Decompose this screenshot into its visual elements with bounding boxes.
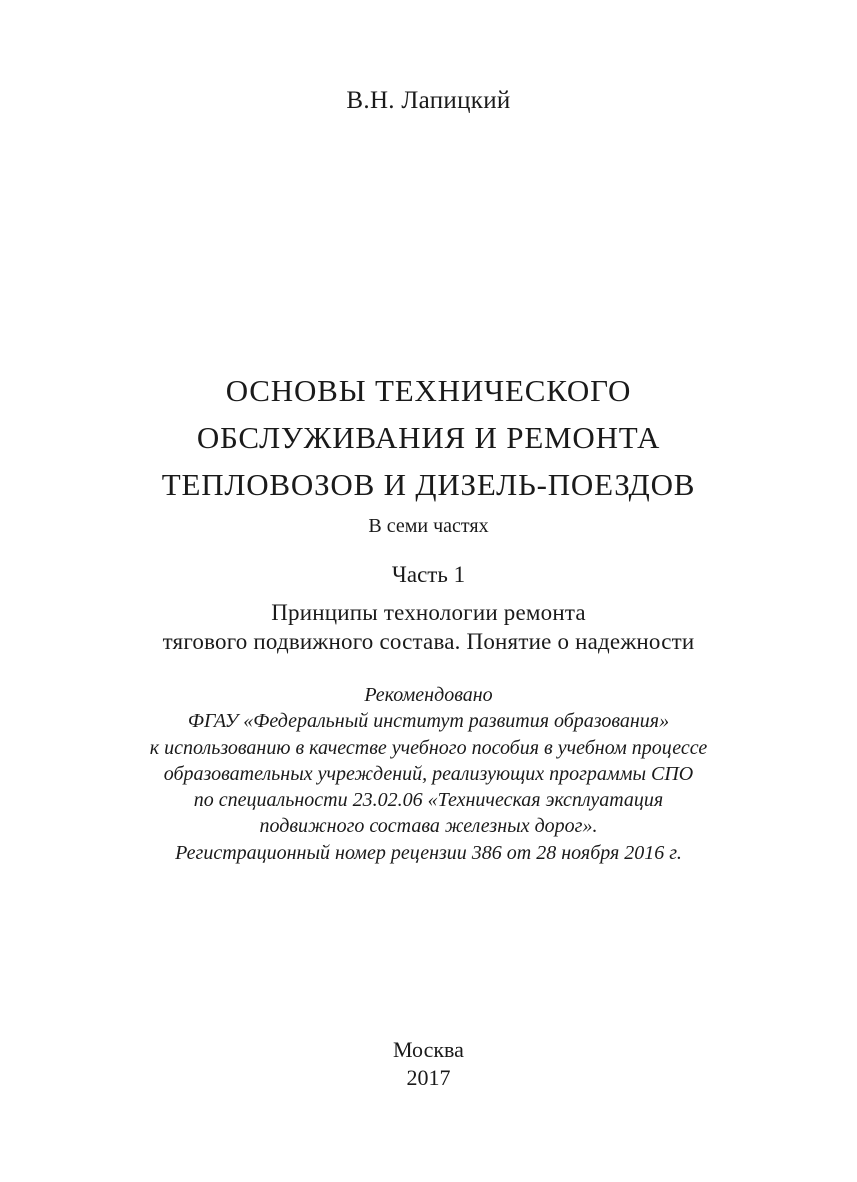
part-number: Часть 1 bbox=[391, 562, 466, 587]
imprint bbox=[0, 1036, 857, 1092]
recommendation-line: по специальности 23.02.06 «Техническая эксплуатация bbox=[193, 789, 664, 812]
part-title-line: тягового подвижного состава. Понятие о надежности bbox=[162, 629, 695, 654]
part-title-line: Принципы технологии ремонта bbox=[271, 600, 586, 625]
publication-year: 2017 bbox=[406, 1065, 451, 1090]
author-name: В.Н. Лапицкий bbox=[346, 87, 511, 114]
part-title bbox=[0, 598, 857, 656]
recommendation-line: Рекомендовано bbox=[364, 684, 493, 706]
book-title-line: ОСНОВЫ ТЕХНИЧЕСКОГО bbox=[225, 373, 632, 408]
recommendation-line: Регистрационный номер рецензии 386 от 28 ноября 2016 г. bbox=[175, 841, 682, 864]
book-title bbox=[0, 367, 857, 508]
recommendation-line: ФГАУ «Федеральный институт развития образования» bbox=[187, 710, 670, 733]
recommendation-line: образовательных учреждений, реализующих программы СПО bbox=[163, 762, 694, 785]
recommendation-line: к использованию в качестве учебного пособия в учебном процессе bbox=[149, 736, 708, 759]
publication-city: Москва bbox=[393, 1037, 464, 1062]
book-title-line: ТЕПЛОВОЗОВ И ДИЗЕЛЬ-ПОЕЗДОВ bbox=[161, 467, 696, 502]
book-title-line: ОБСЛУЖИВАНИЯ И РЕМОНТА bbox=[196, 420, 661, 455]
recommendation-block bbox=[0, 682, 857, 866]
recommendation-line: подвижного состава железных дорог». bbox=[259, 815, 598, 838]
parts-count: В семи частях bbox=[368, 515, 489, 537]
